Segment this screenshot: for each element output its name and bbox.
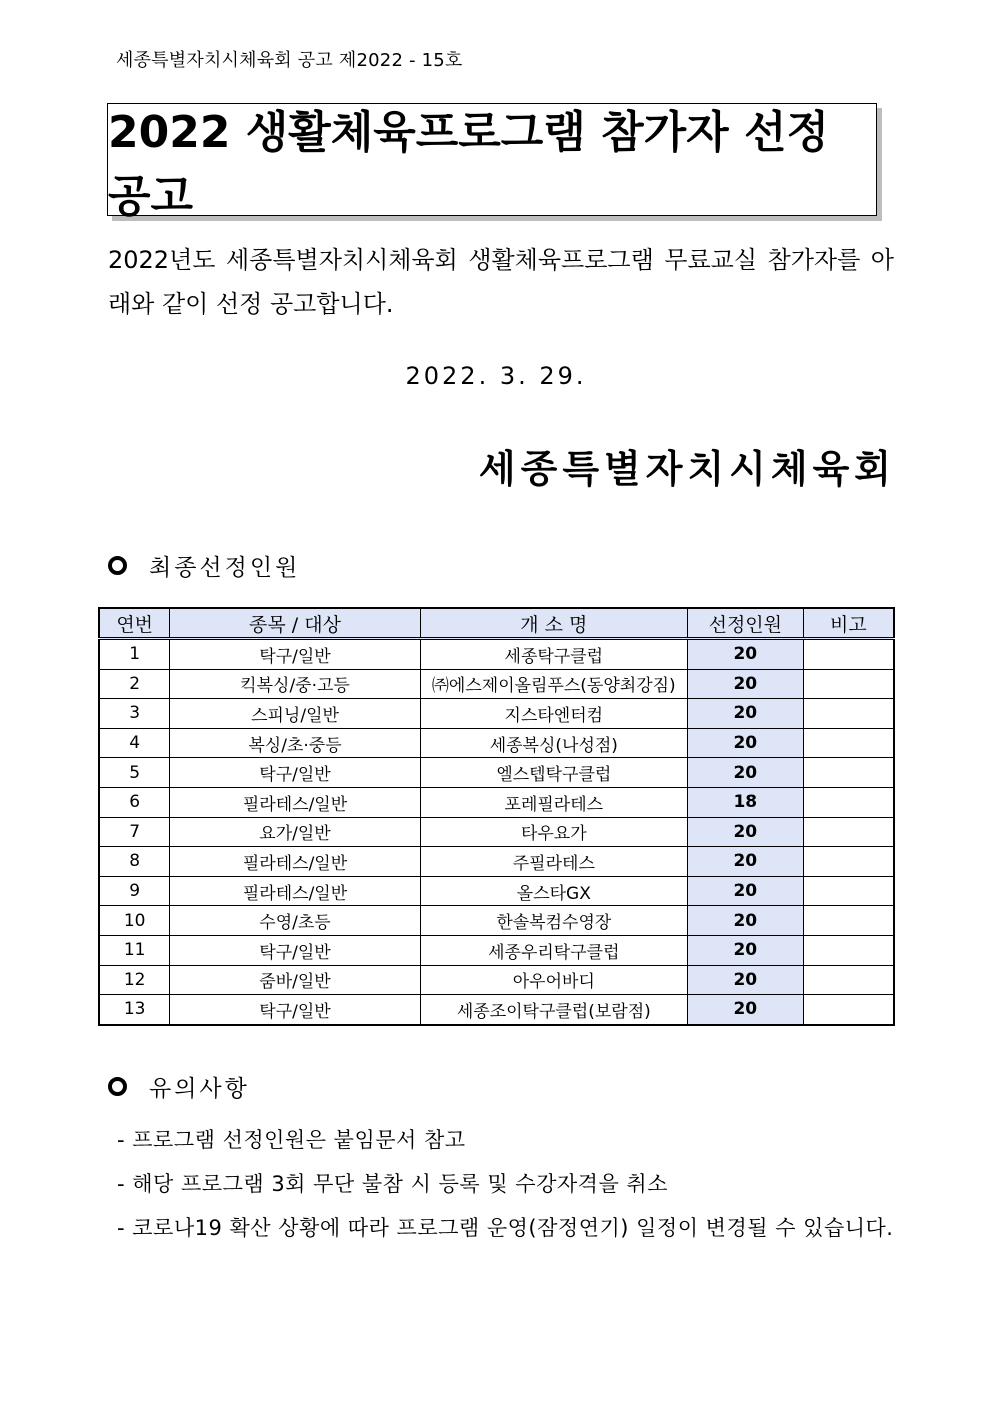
sport-target-cell: 킥복싱/중·고등 [170,669,420,699]
row-number-cell: 12 [99,965,170,995]
intro-paragraph: 2022년도 세종특별자치시체육회 생활체육프로그램 무료교실 참가자를 아래와 같이 선정 공고합니다. [108,246,894,318]
row-number-cell: 3 [99,699,170,729]
remarks-cell [803,787,894,817]
venue-cell: 주필라테스 [420,847,687,877]
section-title: 유의사항 [149,1076,250,1102]
note-item: - 코로나19 확산 상황에 따라 프로그램 운영(잠정연기) 일정이 변경될 수 있습니다. [117,1216,894,1240]
selected-count-cell: 18 [687,787,803,817]
venue-cell: 올스타GX [420,876,687,906]
table-row [99,817,894,847]
table-row [99,639,894,670]
row-number-cell: 10 [99,906,170,936]
venue-cell: 세종복싱(나성점) [420,728,687,758]
table-row [99,699,894,729]
header-cell: 연번 [99,608,170,639]
selected-count-cell: 20 [687,639,803,670]
sport-target-cell: 필라테스/일반 [170,787,420,817]
remarks-cell [803,876,894,906]
selected-count-cell: 20 [687,669,803,699]
sport-target-cell: 필라테스/일반 [170,847,420,877]
remarks-cell [803,699,894,729]
venue-cell: 포레필라테스 [420,787,687,817]
venue-cell: 한솔복컴수영장 [420,906,687,936]
table-row [99,995,894,1025]
header-cell: 종목 / 대상 [170,608,420,639]
remarks-cell [803,995,894,1025]
sport-target-cell: 요가/일반 [170,817,420,847]
table-row [99,728,894,758]
table-row [99,847,894,877]
table-row [99,876,894,906]
table-header-row [99,608,894,639]
remarks-cell [803,965,894,995]
remarks-cell [803,639,894,670]
table-body [99,639,894,1025]
ring-bullet-icon [108,556,127,575]
note-item: - 해당 프로그램 3회 무단 불참 시 등록 및 수강자격을 취소 [117,1172,668,1196]
sport-target-cell: 스피닝/일반 [170,699,420,729]
sport-target-cell: 필라테스/일반 [170,876,420,906]
table-row [99,906,894,936]
notice-number: 세종특별자치시체육회 공고 제2022 - 15호 [116,50,463,71]
sport-target-cell: 탁구/일반 [170,639,420,670]
sport-target-cell: 수영/초등 [170,906,420,936]
table-row [99,669,894,699]
venue-cell: 세종조이탁구클럽(보람점) [420,995,687,1025]
selected-count-cell: 20 [687,699,803,729]
venue-cell: 지스타엔터컴 [420,699,687,729]
selected-count-cell: 20 [687,847,803,877]
row-number-cell: 4 [99,728,170,758]
note-item: - 프로그램 선정인원은 붙임문서 참고 [117,1128,466,1152]
title-box [107,103,877,222]
row-number-cell: 9 [99,876,170,906]
row-number-cell: 13 [99,995,170,1025]
remarks-cell [803,758,894,788]
remarks-cell [803,935,894,965]
selected-count-cell: 20 [687,965,803,995]
table-row [99,758,894,788]
row-number-cell: 2 [99,669,170,699]
table-row [99,965,894,995]
notes-list [117,1118,893,1250]
document-title: 2022 생활체육프로그램 참가자 선정 공고 [108,106,829,222]
venue-cell: ㈜에스제이올림푸스(동양최강짐) [420,669,687,699]
selected-count-cell: 20 [687,995,803,1025]
row-number-cell: 7 [99,817,170,847]
sport-target-cell: 줌바/일반 [170,965,420,995]
remarks-cell [803,728,894,758]
header-cell: 선정인원 [687,608,803,639]
selected-count-cell: 20 [687,876,803,906]
table-row [99,787,894,817]
row-number-cell: 5 [99,758,170,788]
remarks-cell [803,847,894,877]
remarks-cell [803,817,894,847]
section-title: 최종선정인원 [149,555,301,581]
organization-name: 세종특별자치시체육회 [478,447,896,491]
section-notes [108,1070,250,1103]
row-number-cell: 6 [99,787,170,817]
notice-date: 2022. 3. 29. [405,362,587,390]
venue-cell: 타우요가 [420,817,687,847]
remarks-cell [803,906,894,936]
ring-bullet-icon [108,1077,127,1096]
selected-count-cell: 20 [687,817,803,847]
selected-count-cell: 20 [687,758,803,788]
remarks-cell [803,669,894,699]
header-cell: 개 소 명 [420,608,687,639]
section-final-selection [108,549,300,582]
sport-target-cell: 복싱/초·중등 [170,728,420,758]
sport-target-cell: 탁구/일반 [170,758,420,788]
venue-cell: 아우어바디 [420,965,687,995]
selected-count-cell: 20 [687,906,803,936]
header-cell: 비고 [803,608,894,639]
selection-table [98,607,895,1026]
selected-count-cell: 20 [687,935,803,965]
sport-target-cell: 탁구/일반 [170,935,420,965]
venue-cell: 세종탁구클럽 [420,639,687,670]
table-row [99,935,894,965]
row-number-cell: 8 [99,847,170,877]
venue-cell: 세종우리탁구클럽 [420,935,687,965]
sport-target-cell: 탁구/일반 [170,995,420,1025]
row-number-cell: 1 [99,639,170,670]
selected-count-cell: 20 [687,728,803,758]
venue-cell: 엘스텝탁구클럽 [420,758,687,788]
row-number-cell: 11 [99,935,170,965]
